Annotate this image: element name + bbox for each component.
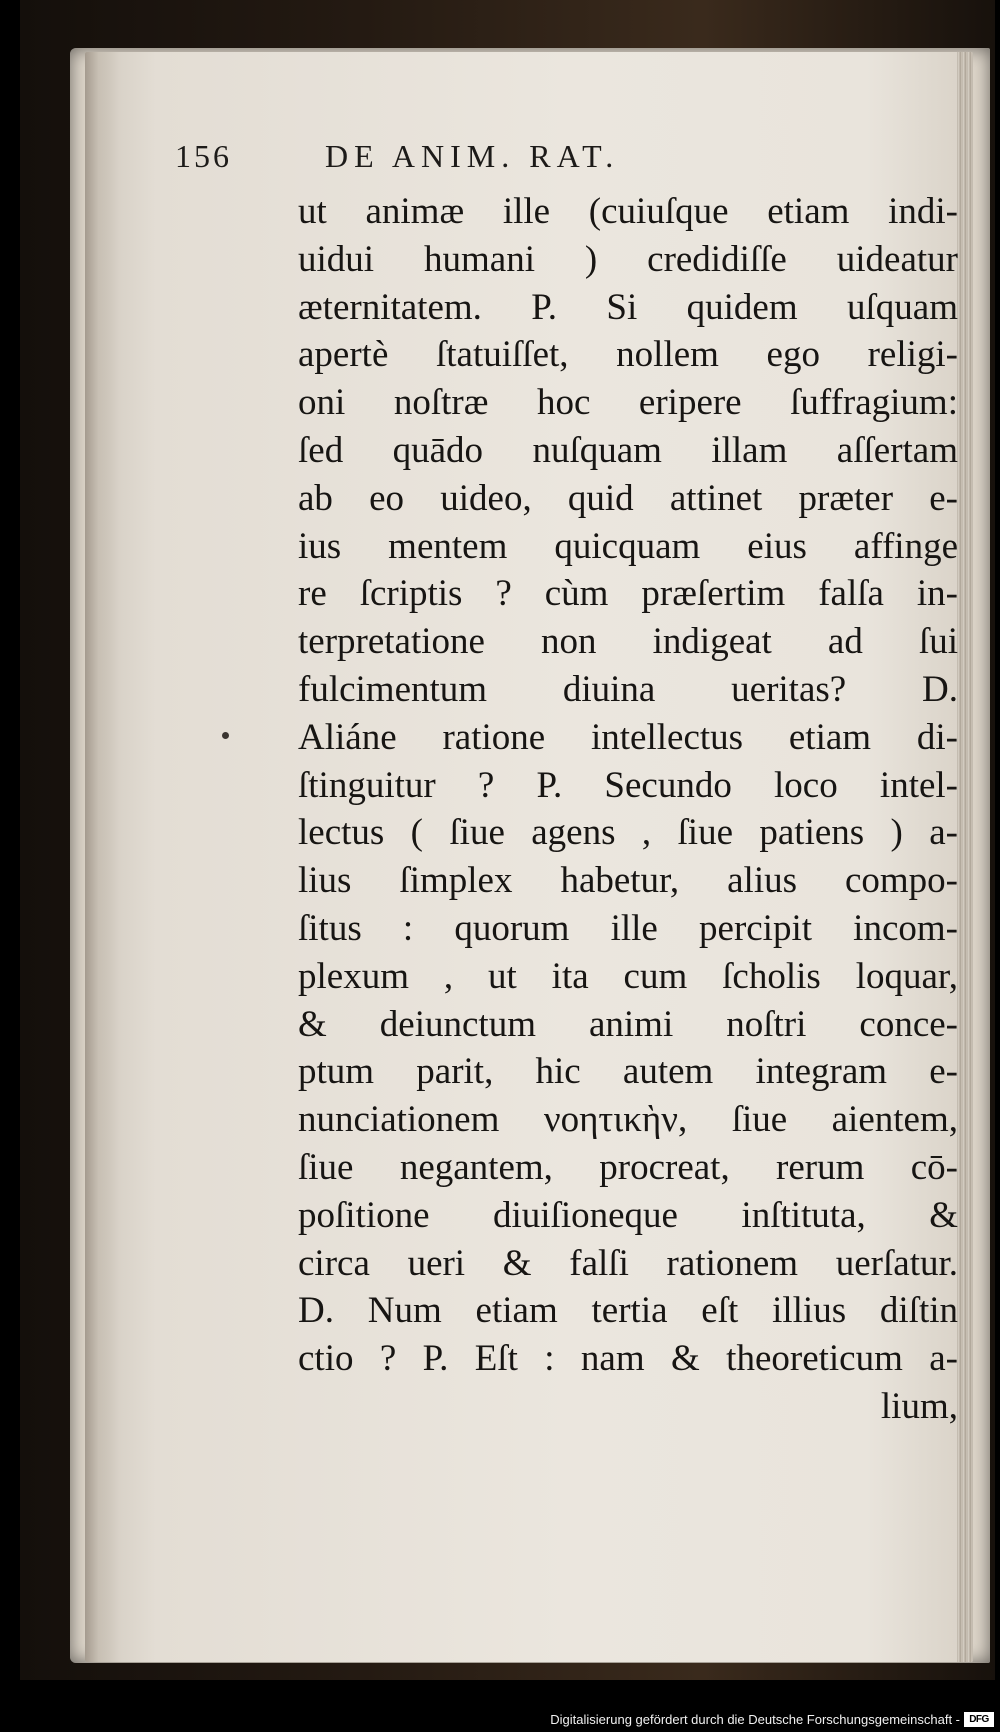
text-line: ctio ? P. Eſt : nam & theoreticum a-	[298, 1338, 958, 1380]
text-line: re ſcriptis ? cùm præſertim falſa in-	[298, 573, 958, 615]
text-line: terpretatione non indigeat ad ſui	[298, 621, 958, 663]
text-line: ſed quādo nuſquam illam aſſertam	[298, 430, 958, 471]
text-line: uidui humani ) credidiſſe uideatur	[298, 238, 958, 280]
text-line: ab eo uideo, quid attinet præter e-	[298, 477, 958, 519]
text-line: ſiue negantem, procreat, rerum cō-	[298, 1147, 958, 1188]
text-line: lium,	[880, 1386, 958, 1427]
text-line: lius ſimplex habetur, alius compo-	[298, 860, 958, 902]
text-line: ius mentem quicquam eius affinge	[298, 525, 958, 567]
text-line: plexum , ut ita cum ſcholis loquar,	[298, 955, 958, 997]
page-number: 156	[175, 138, 232, 174]
text-line: æternitatem. P. Si quidem uſquam	[298, 286, 958, 328]
text-line: poſitione diuiſioneque inſtituta, &	[298, 1194, 958, 1236]
text-line: D. Num etiam tertia eſt illius diſtin	[298, 1290, 958, 1332]
text-line: ſitus : quorum ille percipit incom-	[298, 908, 958, 949]
text-line: & deiunctum animi noſtri conce-	[298, 1003, 958, 1045]
text-line: Aliáne ratione intellectus etiam di-	[298, 716, 958, 758]
footer-credit: Digitalisierung gefördert durch die Deutsche Forschungsgemeinschaft -	[550, 1712, 960, 1727]
text-line: lectus ( ſiue agens , ſiue patiens ) a-	[298, 812, 958, 854]
text-line: oni noſtræ hoc eripere ſuffragium:	[298, 382, 958, 424]
dfg-logo: DFG	[964, 1712, 994, 1727]
running-head-title: DE ANIM. RAT.	[325, 138, 620, 174]
text-line: apertè ſtatuiſſet, nollem ego religi-	[298, 334, 958, 376]
text-line: fulcimentum diuina ueritas? D.	[298, 669, 958, 710]
text-line: ſtinguitur ? P. Secundo loco intel-	[298, 764, 958, 806]
text-line: nunciationem νοητικὴν, ſiue aientem,	[298, 1099, 958, 1141]
digitization-footer	[0, 1708, 1000, 1732]
text-line: ptum parit, hic autem integram e-	[298, 1051, 958, 1093]
text-line: ut animæ ille (cuiuſque etiam indi-	[298, 191, 958, 232]
text-line: circa ueri & falſi rationem uerſatur.	[298, 1242, 958, 1284]
